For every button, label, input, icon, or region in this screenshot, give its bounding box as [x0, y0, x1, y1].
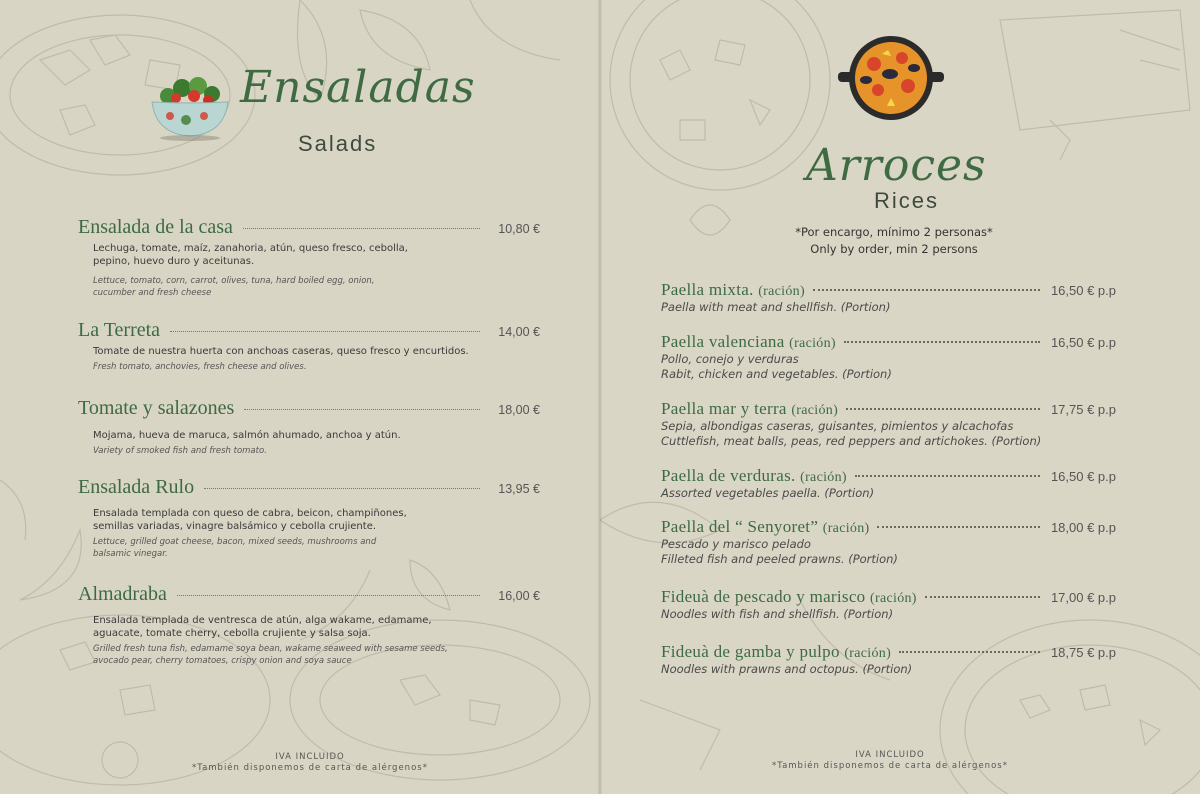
portion-tag: (ración) [800, 470, 847, 485]
item-price: 17,00 € p.p [1050, 590, 1116, 605]
item-description: Ensalada templada de ventresca de atún, alga wakame, edamame, aguacate, tomate cherry, cebolla crujiente y salsa soja. [93, 615, 432, 639]
menu-item [78, 476, 540, 560]
item-name: Tomate y salazones [78, 397, 235, 419]
item-description-en: Rabit, chicken and vegetables. (Portion) [661, 367, 892, 381]
item-description-en: Lettuce, grilled goat cheese, bacon, mixed seeds, mushrooms and balsamic vinegar. [93, 537, 377, 559]
item-name [661, 517, 869, 537]
item-description: Lechuga, tomate, maíz, zanahoria, atún, queso fresco, cebolla, pepino, huevo duro y aceitunas. [93, 243, 408, 267]
item-name [661, 280, 805, 300]
item-name-text: Paella valenciana [661, 332, 785, 351]
leader-dots [844, 341, 1040, 343]
item-description: Ensalada templada con queso de cabra, beicon, champiñones, semillas variadas, vinagre balsámico y cebolla crujiente. [93, 508, 407, 532]
vat-included-note: IVA INCLUIDO [855, 750, 925, 760]
leader-dots [204, 488, 480, 489]
item-name: La Terreta [78, 319, 161, 341]
item-description-en: Noodles with fish and shellfish. (Portion) [661, 607, 894, 621]
item-name [661, 399, 838, 419]
item-description-en: Variety of smoked fish and fresh tomato. [93, 446, 267, 456]
section-title-script: Ensaladas [240, 62, 476, 113]
item-description: Sepia, albondigas caseras, guisantes, pimientos y alcachofas [661, 419, 1014, 433]
vat-included-note: IVA INCLUIDO [275, 752, 345, 762]
item-price: 10,80 € [498, 222, 540, 236]
item-price: 16,50 € p.p [1050, 335, 1116, 350]
item-name: Ensalada de la casa [78, 216, 233, 238]
item-price: 16,50 € p.p [1050, 469, 1116, 484]
menu-item [661, 517, 1116, 567]
menu-item [661, 642, 1116, 677]
menu-item [661, 280, 1116, 315]
paella-pan-icon [836, 28, 946, 128]
portion-tag: (ración) [758, 284, 805, 299]
leader-dots [877, 526, 1040, 528]
footer [160, 752, 460, 774]
item-description: Pescado y marisco pelado [661, 537, 811, 551]
leader-dots [170, 331, 480, 332]
item-name-text: Paella mar y terra [661, 399, 787, 418]
item-name: Almadraba [78, 583, 167, 605]
item-name: Ensalada Rulo [78, 476, 195, 498]
portion-tag: (ración) [789, 336, 836, 351]
menu-item [78, 319, 540, 373]
leader-dots [855, 475, 1040, 477]
item-description-en: Filleted fish and peeled prawns. (Portion) [661, 552, 898, 566]
portion-tag: (ración) [791, 403, 839, 418]
item-price: 16,50 € p.p [1050, 283, 1116, 298]
item-description: Mojama, hueva de maruca, salmón ahumado, anchoa y atún. [93, 430, 401, 441]
item-description-en: Noodles with prawns and octopus. (Portion) [661, 662, 913, 676]
allergen-note: *También disponemos de carta de alérgenos* [192, 763, 428, 773]
leader-dots [243, 228, 480, 229]
item-description-en: Fresh tomato, anchovies, fresh cheese and olives. [93, 362, 307, 372]
item-name [661, 332, 836, 352]
item-description-en: Paella with meat and shellfish. (Portion) [661, 300, 891, 314]
order-note [740, 224, 1048, 258]
portion-tag: (ración) [822, 521, 870, 536]
item-name [661, 466, 847, 486]
item-name-text: Paella mixta. [661, 280, 754, 299]
portion-tag: (ración) [870, 591, 917, 606]
item-name-text: Fideuà de pescado y marisco [661, 587, 866, 606]
item-name-text: Fideuà de gamba y pulpo [661, 642, 840, 661]
item-name-text: Paella del “ Senyoret” [661, 517, 819, 536]
item-name [661, 642, 891, 662]
leader-dots [846, 408, 1040, 410]
item-name-text: Paella de verduras. [661, 466, 796, 485]
menu-item [78, 583, 540, 667]
item-price: 18,75 € p.p [1050, 645, 1116, 660]
leader-dots [925, 596, 1040, 598]
menu-item [661, 332, 1116, 382]
item-price: 13,95 € [498, 482, 540, 496]
item-description-en: Lettuce, tomato, corn, carrot, olives, tuna, hard boiled egg, onion, cucumber and fresh cheese [93, 276, 375, 298]
item-description-en: Assorted vegetables paella. (Portion) [661, 486, 875, 500]
item-price: 17,75 € p.p [1050, 402, 1116, 417]
footer [740, 750, 1040, 772]
allergen-note: *También disponemos de carta de alérgenos* [772, 761, 1008, 771]
menu-item [78, 216, 540, 299]
section-title-script: Arroces [806, 140, 987, 191]
menu-item [661, 399, 1116, 449]
section-subtitle: Rices [874, 188, 940, 213]
menu-item [661, 587, 1116, 622]
page-fold [598, 0, 602, 794]
order-note-es: *Por encargo, mínimo 2 personas* [795, 225, 993, 239]
item-description-en: Cuttlefish, meat balls, peas, red peppers and artichokes. (Portion) [661, 434, 1042, 448]
leader-dots [244, 409, 480, 410]
section-subtitle: Salads [298, 131, 378, 156]
leader-dots [813, 289, 1040, 291]
leader-dots [899, 651, 1040, 653]
item-price: 16,00 € [498, 589, 540, 603]
salad-bowl-icon [148, 72, 232, 142]
item-price: 14,00 € [498, 325, 540, 339]
menu-item [661, 466, 1116, 501]
item-description-en: Grilled fresh tuna fish, edamame soya bean, wakame seaweed with sesame seeds, avocado pear, cherry tomatoes, crispy onion and soya sauce [93, 644, 448, 666]
item-price: 18,00 € [498, 403, 540, 417]
item-price: 18,00 € p.p [1050, 520, 1116, 535]
menu-item [78, 397, 540, 457]
order-note-en: Only by order, min 2 persons [810, 242, 978, 256]
portion-tag: (ración) [844, 646, 892, 661]
item-description: Tomate de nuestra huerta con anchoas caseras, queso fresco y encurtidos. [93, 346, 469, 357]
item-name [661, 587, 917, 607]
leader-dots [177, 595, 480, 596]
item-description: Pollo, conejo y verduras [661, 352, 799, 366]
